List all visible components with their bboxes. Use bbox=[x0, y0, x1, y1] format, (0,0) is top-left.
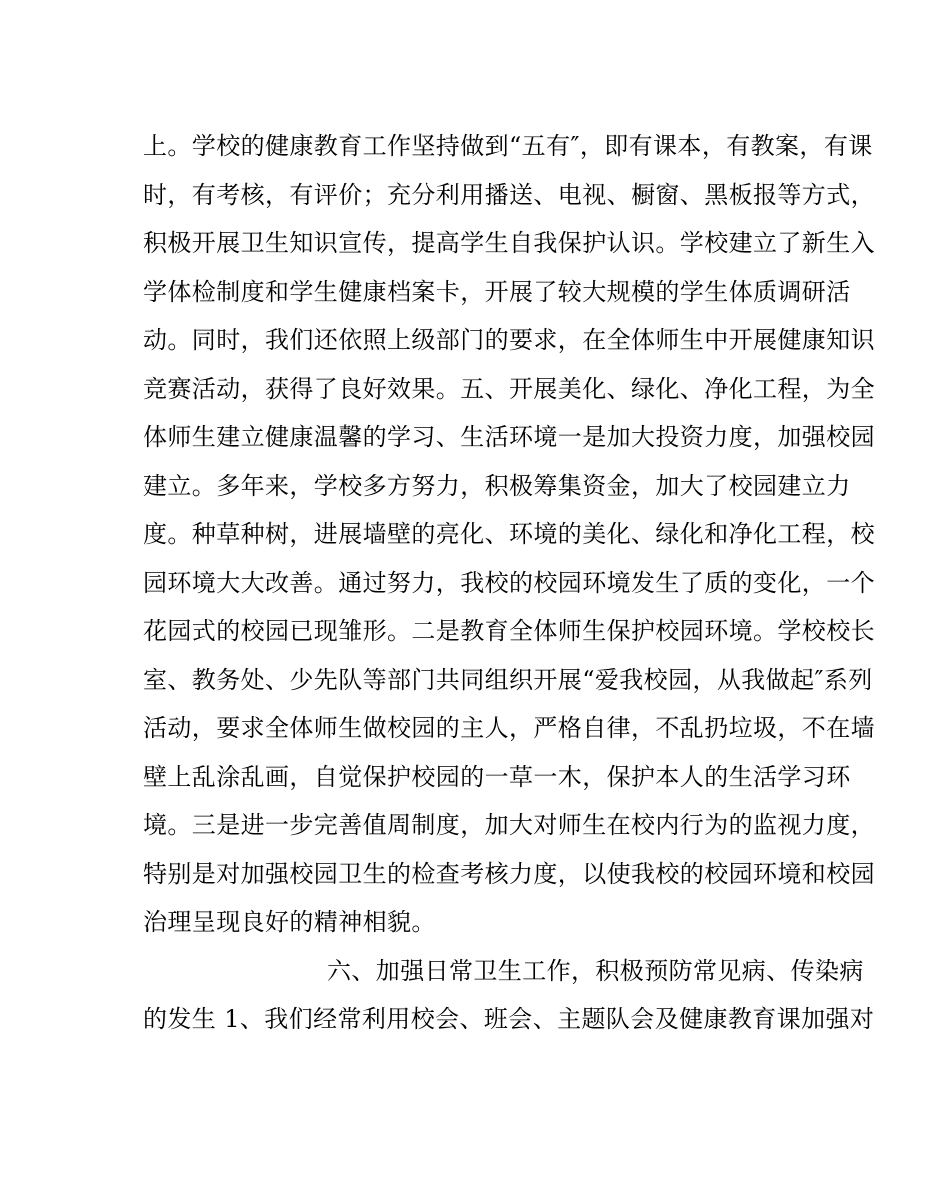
text-line: 花园式的校园已现雏形。二是教育全体师生保护校园环境。学校校长 bbox=[143, 617, 875, 645]
text-line: 室、教务处、少先队等部门共同组织开展“爱我校园，从我做起″系列 bbox=[143, 666, 873, 694]
text-line: 特别是对加强校园卫生的检查考核力度，以使我校的校园环境和校园 bbox=[143, 860, 875, 888]
text-line: 上。学校的健康教育工作坚持做到“五有″，即有课本，有教案，有课 bbox=[143, 132, 873, 160]
text-line: 动。同时，我们还依照上级部门的要求，在全体师生中开展健康知识 bbox=[143, 326, 875, 354]
text-line: 时，有考核，有评价；充分利用播送、电视、橱窗、黑板报等方式， bbox=[143, 181, 875, 209]
text-line: 壁上乱涂乱画，自觉保护校园的一草一木，保护本人的生活学习环 bbox=[143, 763, 851, 791]
text-line: 度。种草种树，进展墙壁的亮化、环境的美化、绿化和净化工程，校 bbox=[143, 520, 875, 548]
text-line: 的发生 1、我们经常利用校会、班会、主题队会及健康教育课加强对 bbox=[143, 1005, 875, 1033]
text-line: 竞赛活动，获得了良好效果。五、开展美化、绿化、净化工程，为全 bbox=[143, 375, 875, 403]
text-line: 治理呈现良好的精神相貌。 bbox=[143, 908, 436, 936]
section-heading-line: 六、加强日常卫生工作，积极预防常见病、传染病 bbox=[327, 957, 864, 985]
text-line: 境。三是进一步完善值周制度，加大对师生在校内行为的监视力度， bbox=[143, 811, 875, 839]
text-line: 活动，要求全体师生做校园的主人，严格自律，不乱扔垃圾，不在墙 bbox=[143, 714, 875, 742]
text-line: 体师生建立健康温馨的学习、生活环境一是加大投资力度，加强校园 bbox=[143, 423, 875, 451]
text-line: 学体检制度和学生健康档案卡，开展了较大规模的学生体质调研活 bbox=[143, 278, 851, 306]
text-line: 积极开展卫生知识宣传，提高学生自我保护认识。学校建立了新生入 bbox=[143, 229, 875, 257]
text-line: 建立。多年来，学校多方努力，积极筹集资金，加大了校园建立力 bbox=[143, 472, 851, 500]
text-line: 园环境大大改善。通过努力，我校的校园环境发生了质的变化，一个 bbox=[143, 569, 875, 597]
